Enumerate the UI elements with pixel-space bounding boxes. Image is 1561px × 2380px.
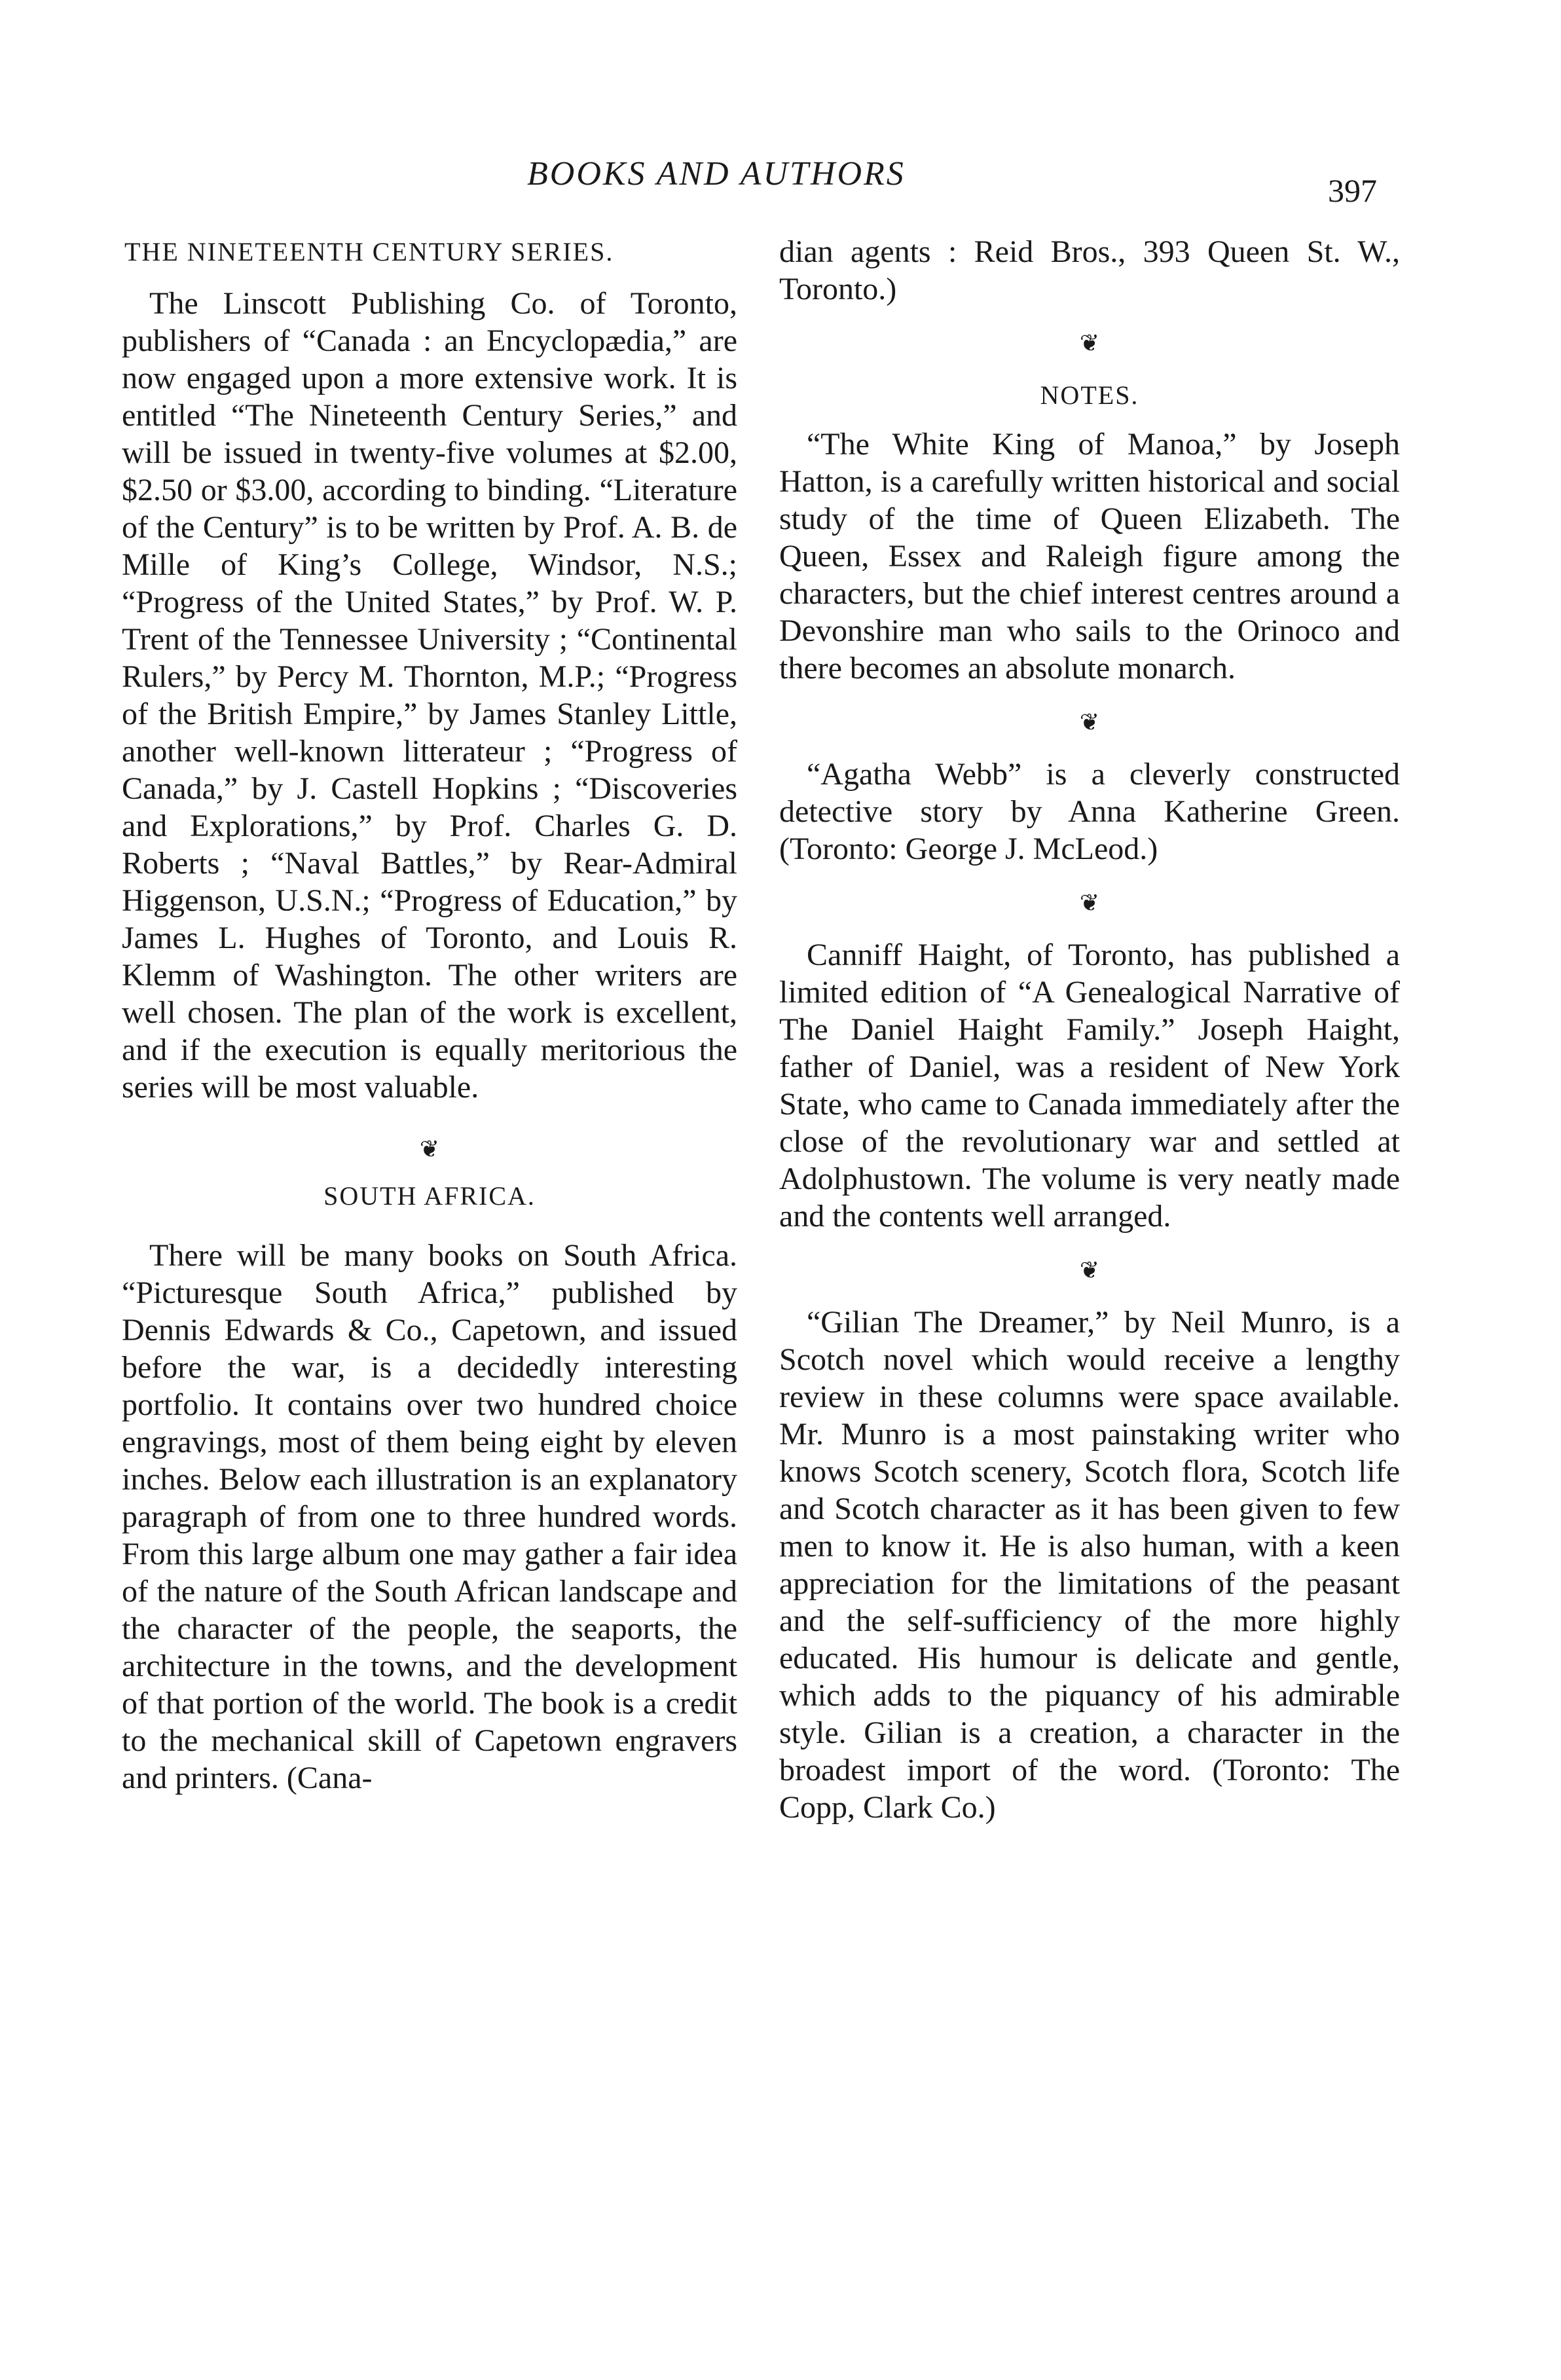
- page-number: 397: [1328, 172, 1377, 209]
- leaf-ornament-icon: ❦: [1079, 709, 1100, 735]
- ornament: [779, 704, 1400, 741]
- ornament: [779, 325, 1400, 362]
- running-head: BOOKS AND AUTHORS: [527, 155, 906, 192]
- ornament: [779, 885, 1400, 922]
- section-heading-nineteenth-century-series: THE NINETEENTH CENTURY SERIES.: [124, 237, 614, 266]
- leaf-ornament-icon: ❦: [1079, 330, 1100, 356]
- note-gilian-the-dreamer: “Gilian The Dreamer,” by Neil Munro, is a Scotch novel which would receive a lengthy review in these columns were space available. Mr. Munro is a most painstaking writer who knows Scotch scenery, Scotch flora, Scotch life and Scotch character as it has been given to few men to know it. He is also human, with a keen appreciation for the limitations of the peasant and the self-sufficiency of the more highly educated. His humour is delicate and gentle, which adds to the piquancy of his admirable style. Gilian is a creation, a character in the broadest import of the word. (Toronto: The Copp, Clark Co.): [779, 1305, 1400, 1825]
- ornament: [122, 1131, 737, 1168]
- right-column: [779, 233, 1400, 1826]
- note-haight-family: Canniff Haight, of Toronto, has published a limited edition of “A Genealogical Narrative of The Daniel Haight Family.” Joseph Haight, father of Daniel, was a resident of New York State, who came to Canada immediately after the close of the revolutionary war and settled at Adolphustown. The volume is very neatly made and the contents well arranged.: [779, 938, 1400, 1234]
- section-heading-notes: NOTES.: [1040, 380, 1139, 410]
- ornament: [779, 1252, 1400, 1289]
- leaf-ornament-icon: ❦: [1079, 1257, 1100, 1283]
- article-nineteenth-century-series: The Linscott Publishing Co. of Toronto, publishers of “Canada : an Encyclopædia,” are now engaged upon a more extensive work. It is entitled “The Nineteenth Century Series,” and will be issued in twenty-five volumes at $2.00, $2.50 or $3.00, according to binding. “Literature of the Century” is to be written by Prof. A. B. de Mille of King’s College, Windsor, N.S.; “Progress of the United States,” by Prof. W. P. Trent of the Tennessee University ; “Continental Rulers,” by Percy M. Thornton, M.P.; “Progress of the British Empire,” by James Stanley Little, another well-known litterateur ; “Progress of Canada,” by J. Castell Hopkins ; “Discoveries and Explorations,” by Prof. Charles G. D. Roberts ; “Naval Battles,” by Rear-Admiral Higgenson, U.S.N.; “Progress of Education,” by James L. Hughes of Toronto, and Louis R. Klemm of Washington. The other writers are well chosen. The plan of the work is excellent, and if the execution is equally meritorious the series will be most valuable.: [122, 286, 737, 1105]
- leaf-ornament-icon: ❦: [419, 1136, 440, 1162]
- leaf-ornament-icon: ❦: [1079, 890, 1100, 916]
- left-column: [122, 233, 737, 1797]
- section-heading-south-africa: SOUTH AFRICA.: [323, 1181, 536, 1211]
- article-continuation: dian agents : Reid Bros., 393 Queen St. W., Toronto.): [779, 234, 1400, 306]
- note-white-king-of-manoa: “The White King of Manoa,” by Joseph Hatton, is a carefully written historical and social study of the time of Queen Elizabeth. The Queen, Essex and Raleigh figure among the characters, but the chief interest centres around a Devonshire man who sails to the Orinoco and there becomes an absolute monarch.: [779, 427, 1400, 686]
- article-south-africa: There will be many books on South Africa. “Picturesque South Africa,” published by Dennis Edwards & Co., Capetown, and issued before the war, is a decidedly interesting portfolio. It contains over two hundred choice engravings, most of them being eight by eleven inches. Below each illustration is an explanatory paragraph of from one to three hundred words. From this large album one may gather a fair idea of the nature of the South African landscape and the character of the people, the seaports, the architecture in the towns, and the development of that portion of the world. The book is a credit to the mechanical skill of Capetown engravers and printers. (Cana-: [122, 1238, 737, 1795]
- note-agatha-webb: “Agatha Webb” is a cleverly constructed detective story by Anna Katherine Green. (Toronto: George J. McLeod.): [779, 757, 1400, 866]
